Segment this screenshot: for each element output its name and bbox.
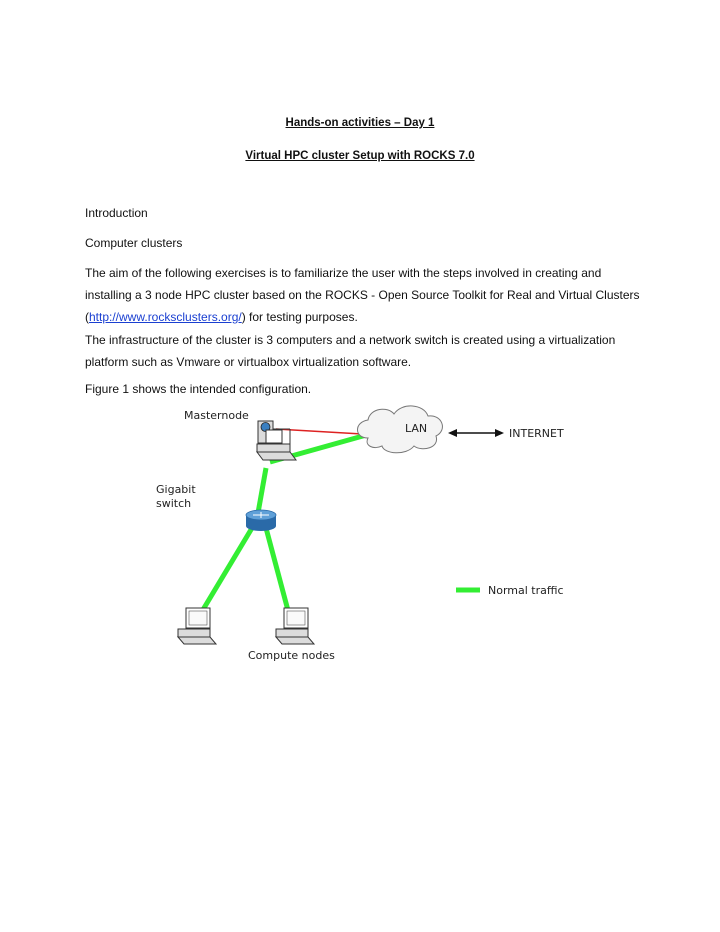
lan-cloud-icon [358,406,443,453]
link-master-lan-red [276,429,362,434]
router-icon [246,510,276,531]
paragraph-aim-tail: ) for testing purposes. [241,310,358,324]
link-switch-compute2 [266,528,290,618]
compute-nodes-label: Compute nodes [248,649,335,662]
document-subtitle: Virtual HPC cluster Setup with ROCKS 7.0 [245,150,475,162]
switch-label-line-1: Gigabit [156,483,196,496]
switch-label-line-2: switch [156,497,192,510]
figure-intro: Figure 1 shows the intended configuration. [85,382,312,396]
heading-computer-clusters: Computer clusters [85,236,183,250]
network-diagram [140,400,580,670]
double-arrow-icon [448,429,504,437]
document-title: Hands-on activities – Day 1 [285,117,435,129]
link-master-switch [258,468,266,513]
internet-label: INTERNET [509,427,564,440]
compute-node-1-computer-icon [178,608,216,644]
masternode-label: Masternode [184,409,249,422]
paragraph-aim-line-3 [85,306,645,328]
lan-label: LAN [405,422,428,435]
paragraph-infra-line-2: platform such as Vmware or virtualbox virtualization software. [85,355,412,369]
rocks-link[interactable]: http://www.rocksclusters.org/ [89,310,242,324]
heading-introduction: Introduction [85,206,148,220]
masternode-computer-icon [257,421,296,460]
paragraph-infra-line-1: The infrastructure of the cluster is 3 computers and a network switch is created using a virtualization [85,333,616,347]
paragraph-aim [85,262,645,328]
link-switch-compute1 [198,528,252,618]
paragraph-aim-line-1: The aim of the following exercises is to familiarize the user with the steps involved in creating and [85,266,602,280]
paren-open: ( [85,310,89,324]
paragraph-infrastructure [85,329,645,373]
compute-node-2-computer-icon [276,608,314,644]
paragraph-aim-line-2: installing a 3 node HPC cluster based on the ROCKS - Open Source Toolkit for Real and Virtual Clusters [85,288,640,302]
legend-label: Normal traffic [488,584,564,597]
